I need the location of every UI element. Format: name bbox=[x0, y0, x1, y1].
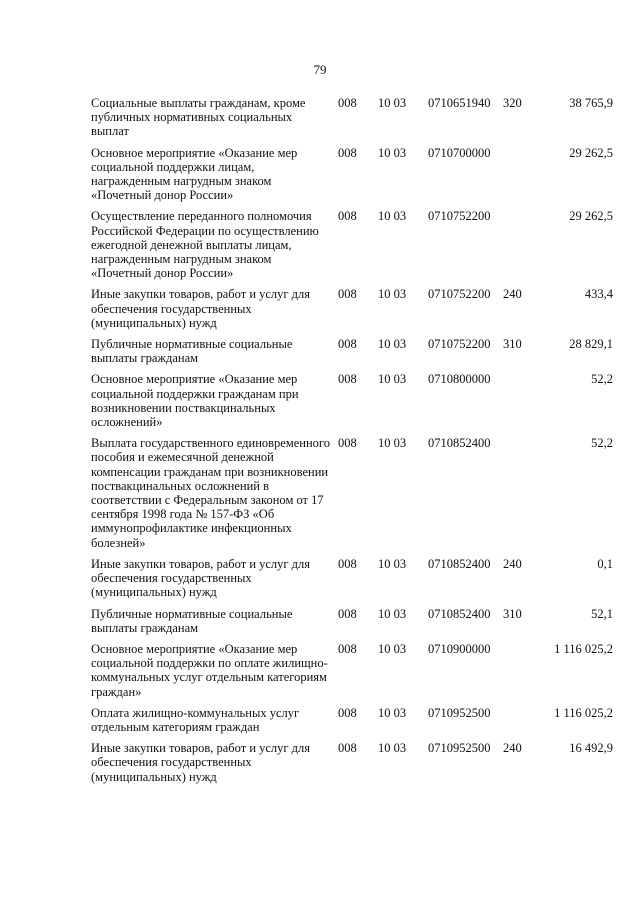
row-amount: 28 829,1 bbox=[569, 337, 613, 352]
table-row bbox=[91, 706, 611, 734]
row-target-article-code: 0710952500 bbox=[428, 741, 491, 756]
row-target-article-code: 0710952500 bbox=[428, 705, 491, 720]
row-org-code: 008 bbox=[338, 641, 357, 656]
table-row bbox=[91, 337, 611, 365]
row-org-code: 008 bbox=[338, 741, 357, 756]
table-row bbox=[91, 607, 611, 635]
row-description: Публичные нормативные социальные выплаты гражданам bbox=[91, 337, 293, 366]
row-section-code: 10 03 bbox=[378, 606, 407, 621]
row-section-code: 10 03 bbox=[378, 705, 407, 720]
row-section-code: 10 03 bbox=[378, 741, 407, 756]
row-description: Иные закупки товаров, работ и услуг для обеспечения государственных (муниципальных) нужд bbox=[91, 741, 311, 784]
table-row bbox=[91, 96, 611, 139]
row-target-article-code: 0710700000 bbox=[428, 145, 491, 160]
row-amount: 52,2 bbox=[591, 372, 613, 387]
row-section-code: 10 03 bbox=[378, 556, 407, 571]
row-expense-type-code: 240 bbox=[503, 287, 522, 302]
table-row bbox=[91, 209, 611, 280]
row-target-article-code: 0710752200 bbox=[428, 337, 491, 352]
row-target-article-code: 0710852400 bbox=[428, 436, 491, 451]
table-row bbox=[91, 436, 611, 550]
table-row bbox=[91, 642, 611, 699]
row-section-code: 10 03 bbox=[378, 145, 407, 160]
row-amount: 29 262,5 bbox=[569, 145, 613, 160]
row-expense-type-code: 320 bbox=[503, 96, 522, 110]
row-description: Осуществление переданного полномочия Российской Федерации по осуществлению ежегодной денежной выплаты лицам, награжденным нагрудным знаком «Почетный донор России» bbox=[91, 209, 319, 281]
table-row bbox=[91, 557, 611, 600]
row-section-code: 10 03 bbox=[378, 287, 407, 302]
row-amount: 52,1 bbox=[591, 606, 613, 621]
row-description: Иные закупки товаров, работ и услуг для обеспечения государственных (муниципальных) нужд bbox=[91, 287, 311, 330]
row-org-code: 008 bbox=[338, 705, 357, 720]
row-section-code: 10 03 bbox=[378, 372, 407, 387]
row-expense-type-code: 240 bbox=[503, 741, 522, 756]
row-org-code: 008 bbox=[338, 209, 357, 224]
row-amount: 433,4 bbox=[584, 287, 613, 302]
row-section-code: 10 03 bbox=[378, 209, 407, 224]
row-org-code: 008 bbox=[338, 96, 357, 110]
row-org-code: 008 bbox=[338, 436, 357, 451]
row-amount: 29 262,5 bbox=[569, 209, 613, 224]
row-target-article-code: 0710852400 bbox=[428, 556, 491, 571]
row-expense-type-code: 310 bbox=[503, 337, 522, 352]
budget-table bbox=[91, 96, 611, 791]
row-description: Иные закупки товаров, работ и услуг для обеспечения государственных (муниципальных) нужд bbox=[91, 556, 311, 600]
row-description: Выплата государственного единовременного пособия и ежемесячной денежной компенсации гражданам при возникновении поствакцинальных осложнений в соответствии с Федеральным законом от 17 сентября 1998 года № 157-ФЗ «Об иммунопрофилактике инфекционных болезней» bbox=[91, 436, 330, 550]
row-org-code: 008 bbox=[338, 372, 357, 387]
row-section-code: 10 03 bbox=[378, 337, 407, 352]
row-section-code: 10 03 bbox=[378, 436, 407, 451]
row-org-code: 008 bbox=[338, 145, 357, 160]
row-target-article-code: 0710752200 bbox=[428, 287, 491, 302]
row-target-article-code: 0710900000 bbox=[428, 641, 491, 656]
row-amount: 1 116 025,2 bbox=[554, 705, 613, 720]
row-amount: 1 116 025,2 bbox=[554, 641, 613, 656]
row-target-article-code: 0710651940 bbox=[428, 96, 491, 110]
table-row bbox=[91, 146, 611, 203]
row-amount: 52,2 bbox=[591, 436, 613, 451]
page-number: 79 bbox=[313, 62, 327, 77]
row-target-article-code: 0710800000 bbox=[428, 372, 491, 387]
row-description: Социальные выплаты гражданам, кроме публичных нормативных социальных выплат bbox=[91, 96, 306, 139]
row-amount: 16 492,9 bbox=[569, 741, 613, 756]
row-target-article-code: 0710752200 bbox=[428, 209, 491, 224]
table-row bbox=[91, 287, 611, 330]
row-description: Публичные нормативные социальные выплаты гражданам bbox=[91, 606, 293, 635]
row-description: Основное мероприятие «Оказание мер социальной поддержки по оплате жилищно-коммунальных услуг отдельным категориям граждан» bbox=[91, 641, 328, 699]
row-org-code: 008 bbox=[338, 287, 357, 302]
row-amount: 0,1 bbox=[597, 556, 613, 571]
row-section-code: 10 03 bbox=[378, 96, 407, 110]
row-description: Оплата жилищно-коммунальных услуг отдельным категориям граждан bbox=[91, 705, 300, 734]
row-amount: 38 765,9 bbox=[569, 96, 613, 110]
row-org-code: 008 bbox=[338, 337, 357, 352]
row-org-code: 008 bbox=[338, 556, 357, 571]
row-section-code: 10 03 bbox=[378, 641, 407, 656]
table-row bbox=[91, 741, 611, 784]
row-expense-type-code: 310 bbox=[503, 606, 522, 621]
row-expense-type-code: 240 bbox=[503, 556, 522, 571]
row-description: Основное мероприятие «Оказание мер социальной поддержки гражданам при возникновении поствакцинальных осложнений» bbox=[91, 372, 299, 430]
row-target-article-code: 0710852400 bbox=[428, 606, 491, 621]
table-row bbox=[91, 372, 611, 429]
row-org-code: 008 bbox=[338, 606, 357, 621]
row-description: Основное мероприятие «Оказание мер социальной поддержки лицам, награжденным нагрудным знаком «Почетный донор России» bbox=[91, 145, 298, 203]
